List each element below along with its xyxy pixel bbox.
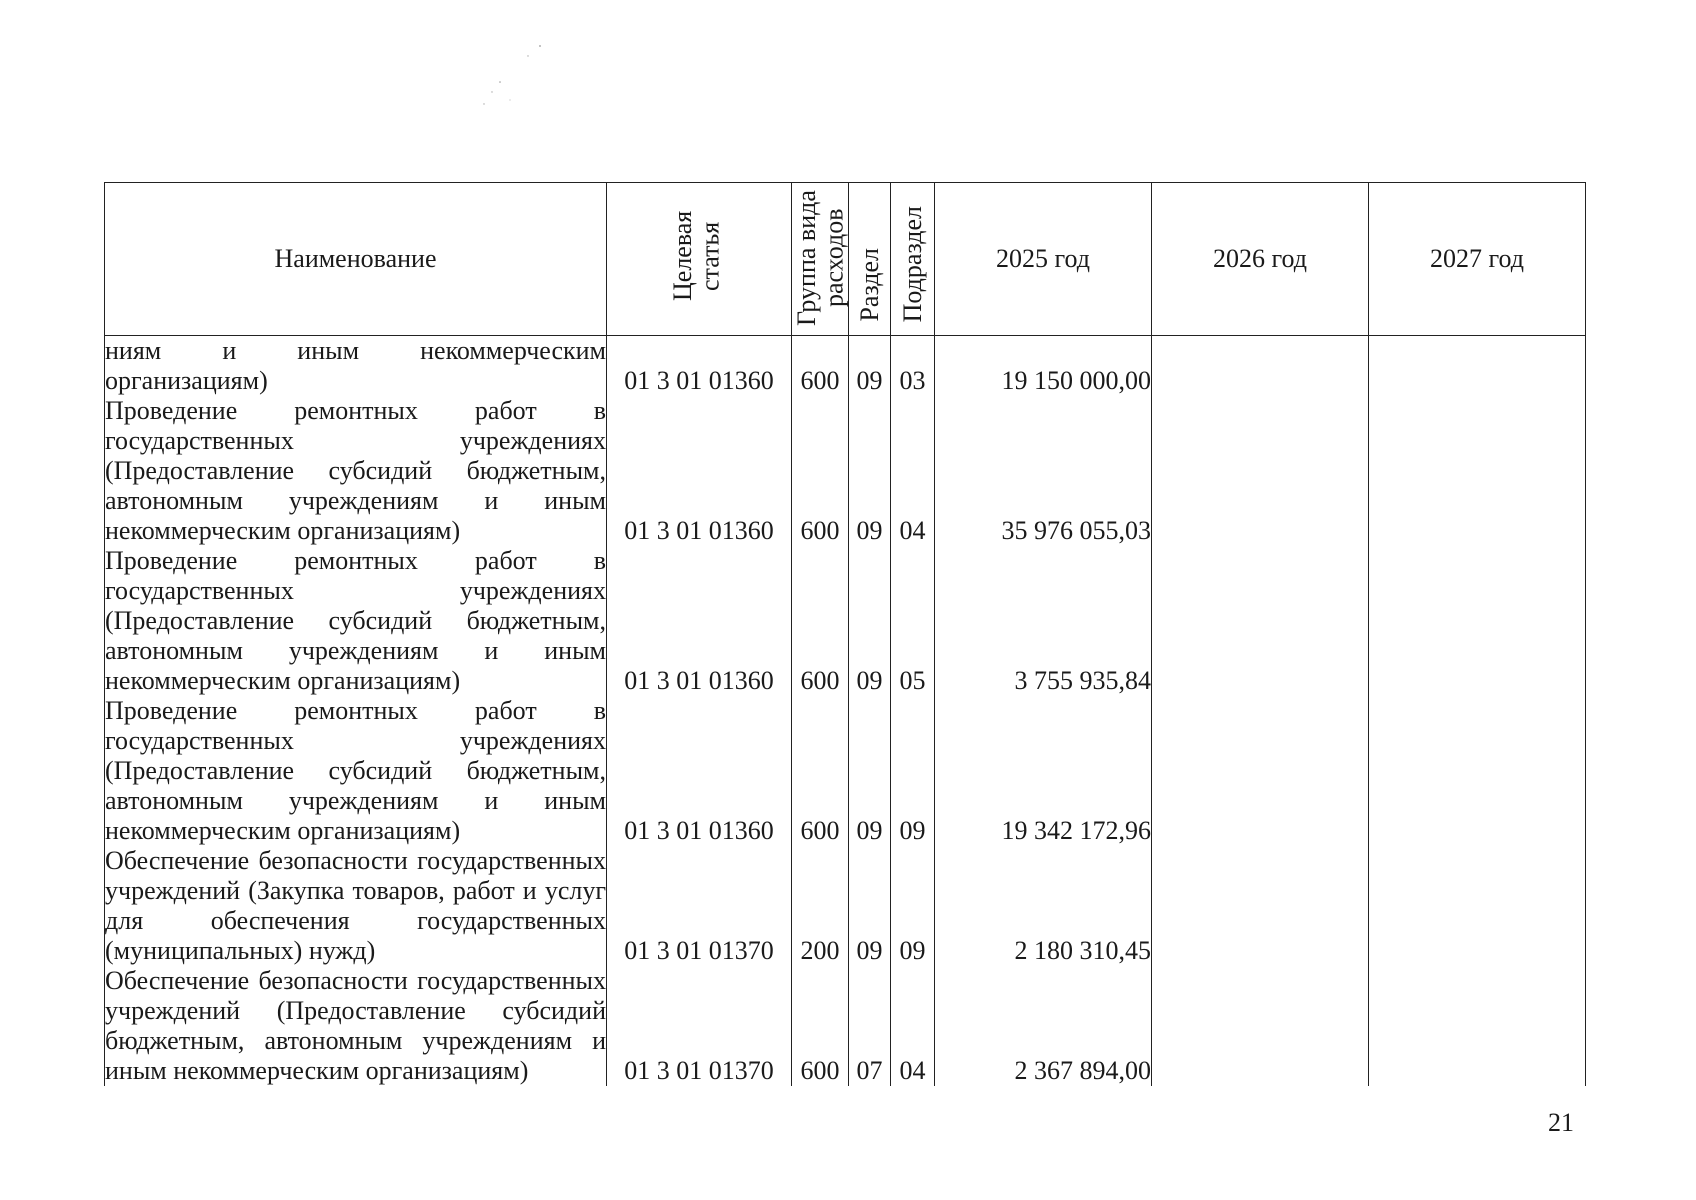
row-target: 01 3 01 01360 [607, 396, 792, 546]
row-2027 [1369, 546, 1586, 696]
header-2026: 2026 год [1152, 183, 1369, 336]
header-group: Группа вида расходов [792, 183, 849, 336]
row-2025: 35 976 055,03 [935, 396, 1152, 546]
row-2026 [1152, 966, 1369, 1086]
row-subsection: 09 [891, 696, 935, 846]
row-2027 [1369, 396, 1586, 546]
table-row [105, 336, 1586, 397]
row-2026 [1152, 396, 1369, 546]
row-2025: 2 180 310,45 [935, 846, 1152, 966]
table-row [105, 546, 1586, 696]
header-row [105, 183, 1586, 336]
header-target: Целевая статья [607, 183, 792, 336]
row-target: 01 3 01 01360 [607, 546, 792, 696]
row-name: Проведение ремонтных работ в государственных учреждениях (Предоставление субсидий бюджетным, автономным учреждениям и иным некоммерческим организациям) [105, 696, 606, 845]
row-group: 600 [792, 546, 849, 696]
row-subsection: 09 [891, 846, 935, 966]
table-row [105, 966, 1586, 1086]
row-section: 09 [849, 336, 891, 397]
row-section: 07 [849, 966, 891, 1086]
row-group: 600 [792, 966, 849, 1086]
row-name: ниям и иным некоммерческим организациям) [105, 336, 606, 395]
row-2027 [1369, 966, 1586, 1086]
table-row [105, 846, 1586, 966]
row-name: Обеспечение безопасности государственных учреждений (Закупка товаров, работ и услуг для обеспечения государственных (муниципальных) нужд) [105, 846, 606, 965]
row-target: 01 3 01 01370 [607, 846, 792, 966]
page-number: 21 [1548, 1108, 1574, 1137]
header-section: Раздел [849, 183, 891, 336]
row-2027 [1369, 336, 1586, 397]
row-section: 09 [849, 546, 891, 696]
row-subsection: 05 [891, 546, 935, 696]
budget-table [104, 182, 1586, 1086]
row-2027 [1369, 696, 1586, 846]
header-name: Наименование [105, 183, 607, 336]
row-target: 01 3 01 01370 [607, 966, 792, 1086]
row-2025: 3 755 935,84 [935, 546, 1152, 696]
row-2025: 19 150 000,00 [935, 336, 1152, 397]
row-group: 600 [792, 396, 849, 546]
row-2027 [1369, 846, 1586, 966]
row-2025: 19 342 172,96 [935, 696, 1152, 846]
row-section: 09 [849, 696, 891, 846]
row-name: Проведение ремонтных работ в государственных учреждениях (Предоставление субсидий бюджетным, автономным учреждениям и иным некоммерческим организациям) [105, 396, 606, 545]
table-row [105, 396, 1586, 546]
row-target: 01 3 01 01360 [607, 336, 792, 397]
table-row [105, 696, 1586, 846]
header-subsection: Подраздел [891, 183, 935, 336]
row-group: 600 [792, 336, 849, 397]
row-2026 [1152, 546, 1369, 696]
row-section: 09 [849, 846, 891, 966]
row-section: 09 [849, 396, 891, 546]
row-2025: 2 367 894,00 [935, 966, 1152, 1086]
header-2027: 2027 год [1369, 183, 1586, 336]
row-name: Обеспечение безопасности государственных учреждений (Предоставление субсидий бюджетным, автономным учреждениям и иным некоммерческим организациям) [105, 966, 606, 1085]
row-subsection: 04 [891, 966, 935, 1086]
header-2025: 2025 год [935, 183, 1152, 336]
row-2026 [1152, 696, 1369, 846]
row-2026 [1152, 846, 1369, 966]
row-subsection: 03 [891, 336, 935, 397]
row-subsection: 04 [891, 396, 935, 546]
row-name: Проведение ремонтных работ в государственных учреждениях (Предоставление субсидий бюджетным, автономным учреждениям и иным некоммерческим организациям) [105, 546, 606, 695]
row-group: 200 [792, 846, 849, 966]
row-group: 600 [792, 696, 849, 846]
row-2026 [1152, 336, 1369, 397]
row-target: 01 3 01 01360 [607, 696, 792, 846]
scan-specks [470, 40, 570, 120]
